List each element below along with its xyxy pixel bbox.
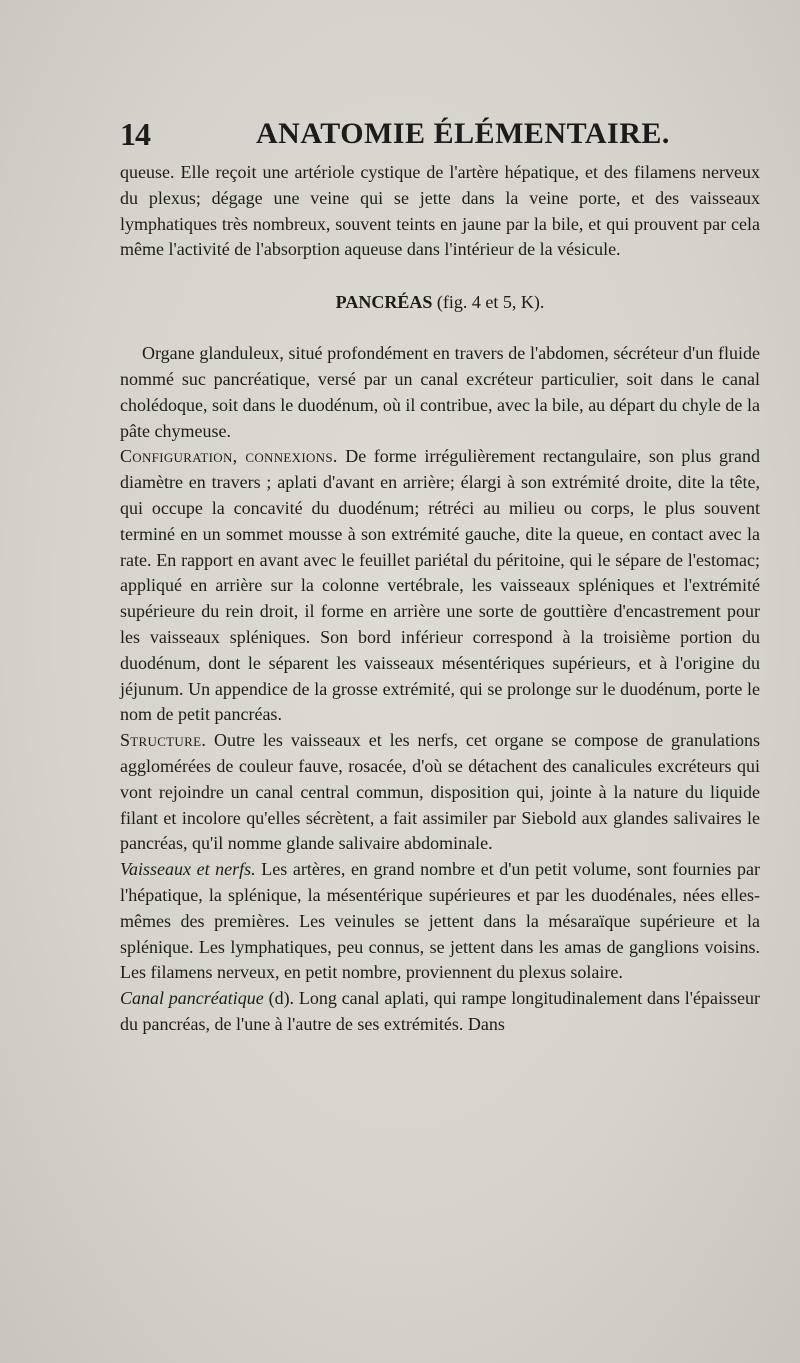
paragraph-label-configuration: Configuration, connexions.: [120, 446, 338, 467]
page-number: 14: [120, 116, 150, 152]
paragraph-text-vessels: Les artères, en grand nombre et d'un petit volume, sont fournies par l'hépatique, la splénique, la mésentérique supérieures et par les duodénales, nées elles-mêmes des premières. Les veinules se jettent dans la mésaraïque supérieure et la splénique. Les lymphatiques, peu connus, se jettent dans les amas de ganglions voisins. Les filamens nerveux, en petit nombre, proviennent du plexus solaire.: [120, 859, 760, 983]
paragraph-text-structure: Outre les vaisseaux et les nerfs, cet organe se compose de granulations agglomérées de couleur fauve, rosacée, d'où se détachent des canalicules excréteurs qui vont rejoindre un canal central commun, disposition qui, jointe à la nature du liquide filant et incolore qu'elles sécrètent, a fait assimiler par Siebold aux glandes salivaires le pancréas, qu'il nomme glande salivaire abdominale.: [120, 730, 760, 854]
section-figure-ref: (fig. 4 et 5, K).: [432, 292, 545, 313]
paragraph-label-canal: Canal pancréatique: [120, 988, 264, 1009]
section-heading: [120, 289, 760, 315]
page-header: [120, 110, 760, 158]
intro-paragraph: queuse. Elle reçoit une artériole cystique de l'artère hépatique, et des filamens nerveux du plexus; dégage une veine qui se jette dans la veine porte, et des vaisseaux lymphatiques très nombreux, souvent teints en jaune par la bile, et qui prouvent par cela même l'activité de l'absorption aqueuse dans l'intérieur de la vésicule.: [120, 162, 760, 260]
paragraph-structure: [120, 728, 760, 857]
paragraph-vessels: [120, 857, 760, 986]
paragraph-text-configuration: De forme irrégulièrement rectangulaire, son plus grand diamètre en travers ; aplati d'avant en arrière; élargi à son extrémité droite, dite la tête, qui occupe la concavité du duodénum; rétréci au milieu ou corps, le plus souvent terminé en un sommet mousse à son extrémité gauche, dite la queue, en contact avec la rate. En rapport en avant avec le feuillet pariétal du péritoine, qui le sépare de l'estomac; appliqué en arrière sur la colonne vertébrale, les vaisseaux spléniques et l'extrémité supérieure du rein droit, il forme en arrière une sorte de gouttière d'encastrement pour les vaisseaux spléniques. Son bord inférieur correspond à la troisième portion du duodénum, dont le séparent les vaisseaux mésentériques supérieurs, et à l'origine du jéjunum. Un appendice de la grosse extrémité, qui se prolonge sur le duodénum, porte le nom de petit pancréas.: [120, 446, 760, 725]
paragraph-organ: Organe glanduleux, situé profondément en travers de l'abdomen, sécréteur d'un fluide nommé suc pancréatique, versé par un canal excréteur particulier, soit dans le canal cholédoque, soit dans le duodénum, où il contribue, avec la bile, au départ du chyle de la pâte chymeuse.: [120, 343, 760, 441]
section-title: PANCRÉAS: [335, 292, 433, 313]
paragraph-configuration: [120, 444, 760, 728]
page-body: [120, 160, 760, 1038]
paragraph-text-canal: (d). Long canal aplati, qui rampe longitudinalement dans l'épaisseur du pancréas, de l'une à l'autre de ses extrémités. Dans: [120, 988, 761, 1034]
running-title: ANATOMIE ÉLÉMENTAIRE.: [256, 117, 670, 150]
paragraph-label-vessels: Vaisseaux et nerfs.: [120, 859, 256, 880]
paragraph-label-structure: Structure.: [120, 730, 207, 751]
paragraph-canal: [120, 986, 760, 1038]
